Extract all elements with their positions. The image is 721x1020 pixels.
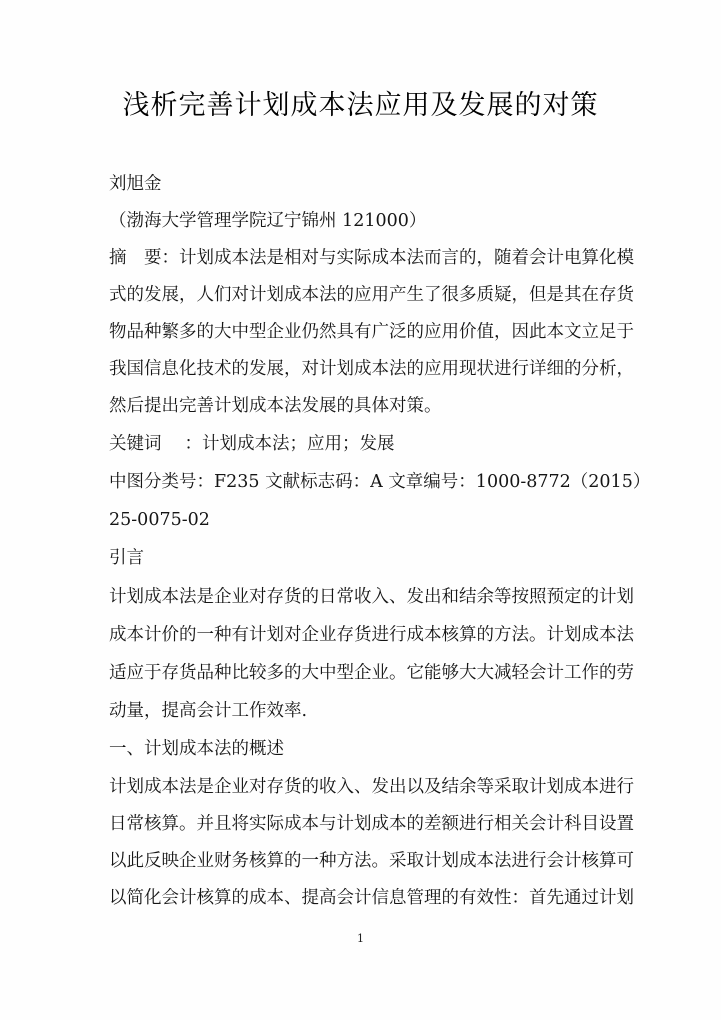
abstract-line: 摘 要：计划成本法是相对与实际成本法而言的，随着会计电算化模	[109, 248, 634, 268]
intro-line: 计划成本法是企业对存货的日常收入、发出和结余等按照预定的计划	[109, 587, 634, 607]
intro-line: 成本计价的一种有计划对企业存货进行成本核算的方法。计划成本法	[109, 625, 634, 645]
intro-line: 动量，提高会计工作效率.	[109, 701, 308, 721]
section-line: 以简化会计核算的成本、提高会计信息管理的有效性：首先通过计划	[109, 888, 634, 908]
author-name: 刘旭金	[109, 174, 162, 194]
intro-line: 适应于存货品种比较多的大中型企业。它能够大大减轻会计工作的劳	[109, 663, 634, 683]
intro-heading: 引言	[109, 548, 144, 568]
page-number: 1	[357, 932, 364, 945]
section-line: 计划成本法是企业对存货的收入、发出以及结余等采取计划成本进行	[109, 777, 634, 797]
section-heading: 一、计划成本法的概述	[109, 739, 284, 759]
author-affiliation: （渤海大学管理学院辽宁锦州 121000）	[109, 211, 427, 231]
section-line: 日常核算。并且将实际成本与计划成本的差额进行相关会计科目设置	[109, 814, 634, 834]
classification-info: 中图分类号：F235 文献标志码：A 文章编号：1000-8772（2015）	[109, 472, 651, 492]
abstract-line: 我国信息化技术的发展，对计划成本法的应用现状进行详细的分析，	[109, 359, 634, 379]
abstract-line: 物品种繁多的大中型企业仍然具有广泛的应用价值，因此本文立足于	[109, 322, 634, 342]
abstract-line: 式的发展，人们对计划成本法的应用产生了很多质疑，但是其在存货	[109, 285, 634, 305]
section-line: 以此反映企业财务核算的一种方法。采取计划成本法进行会计核算可	[109, 851, 634, 871]
document-title: 浅析完善计划成本法应用及发展的对策	[122, 90, 599, 121]
abstract-line: 然后提出完善计划成本法发展的具体对策。	[109, 396, 442, 416]
classification-info-cont: 25-0075-02	[109, 510, 210, 530]
keywords: 关键词 ：计划成本法；应用；发展	[109, 434, 395, 454]
